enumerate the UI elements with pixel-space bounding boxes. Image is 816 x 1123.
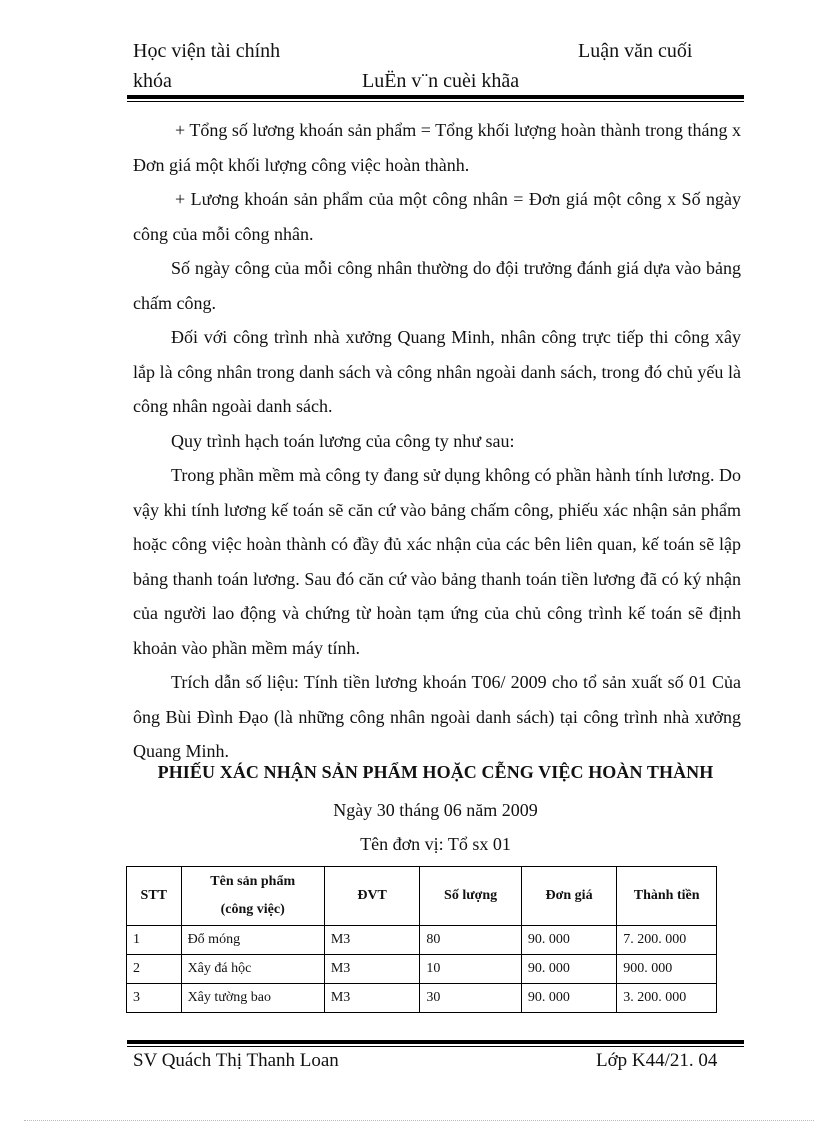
cell-quantity: 80: [420, 926, 521, 955]
paragraph-total-wage: + Tổng số lương khoán sản phẩm = Tổng khối lượng hoàn thành trong tháng x Đơn giá một khối lượng công việc hoàn thành.: [133, 120, 741, 175]
cell-quantity: 30: [420, 984, 521, 1013]
table-row: [127, 984, 717, 1013]
form-title: PHIẾU XÁC NHẬN SẢN PHẨM HOẶC CỄNG VIỆC HOÀN THÀNH: [157, 762, 714, 782]
form-unit: Tên đơn vị: Tổ sx 01: [360, 834, 511, 854]
paragraph-workdays: Số ngày công của mỗi công nhân thường do đội trưởng đánh giá dựa vào bảng chấm công.: [133, 258, 741, 313]
cell-total: 7. 200. 000: [617, 926, 717, 955]
cell-stt: 1: [127, 926, 182, 955]
body-text: [133, 113, 741, 769]
header-unit: ĐVT: [324, 867, 420, 926]
header-rule-thick: [127, 95, 744, 99]
cell-total: 3. 200. 000: [617, 984, 717, 1013]
cell-price: 90. 000: [521, 984, 616, 1013]
header-school: Học viện tài chính: [133, 40, 281, 62]
table-header-row: [127, 867, 717, 926]
cell-product: Đổ móng: [181, 926, 324, 955]
paragraph-procedure: Quy trình hạch toán lương của công ty như sau:: [171, 430, 515, 451]
header-thesis-label: Luận văn cuối: [578, 40, 693, 62]
cell-total: 900. 000: [617, 955, 717, 984]
cell-unit: M3: [324, 984, 420, 1013]
cell-unit: M3: [324, 926, 420, 955]
footer-class: Lớp K44/21. 04: [596, 1050, 718, 1071]
table-row: [127, 955, 717, 984]
footer-rule-thin: [127, 1046, 744, 1047]
cell-stt: 3: [127, 984, 182, 1013]
cell-price: 90. 000: [521, 955, 616, 984]
form-date: Ngày 30 tháng 06 năm 2009: [333, 800, 538, 820]
header-stt: STT: [127, 867, 182, 926]
cell-quantity: 10: [420, 955, 521, 984]
header-quantity: Số lượng: [420, 867, 521, 926]
header-rule-thin: [127, 101, 744, 102]
header-course: khóa: [133, 70, 172, 92]
paragraph-citation: Trích dẫn số liệu: Tính tiền lương khoán T06/ 2009 cho tổ sản xuất số 01 Của ông Bùi Đình Đạo (là những công nhân ngoài danh sách) tại công trình nhà xưởng Quang Minh.: [133, 672, 741, 761]
cell-stt: 2: [127, 955, 182, 984]
header-garbled-title: LuËn v¨n cuèi khãa: [362, 70, 520, 92]
cell-price: 90. 000: [521, 926, 616, 955]
cell-product: Xây tường bao: [181, 984, 324, 1013]
cell-unit: M3: [324, 955, 420, 984]
table-row: [127, 926, 717, 955]
paragraph-software: Trong phần mềm mà công ty đang sử dụng không có phần hành tính lương. Do vậy khi tính lương kế toán sẽ căn cứ vào bảng chấm công, phiếu xác nhận sản phẩm hoặc công việc hoàn thành có đầy đủ xác nhận của các bên liên quan, kế toán sẽ lập bảng thanh toán lương. Sau đó căn cứ vào bảng thanh toán tiền lương đã có ký nhận của người lao động và chứng từ hoàn tạm ứng của chủ công trình kế toán sẽ định khoản vào phần mềm máy tính.: [133, 465, 741, 658]
page-edge-dots: [24, 1120, 814, 1121]
header-price: Đơn giá: [521, 867, 616, 926]
header-product-name: Tên sản phẩm: [210, 874, 296, 889]
product-table: [126, 866, 717, 1013]
header-total: Thành tiền: [617, 867, 717, 926]
header-product: [181, 867, 324, 926]
footer-student: SV Quách Thị Thanh Loan: [133, 1050, 339, 1071]
header-product-sub: (công việc): [220, 902, 285, 917]
cell-product: Xây đá hộc: [181, 955, 324, 984]
footer-rule-thick: [127, 1040, 744, 1044]
paragraph-worker-wage: + Lương khoán sản phẩm của một công nhân = Đơn giá một công x Số ngày công của mỗi công nhân.: [133, 189, 741, 244]
paragraph-project: Đối với công trình nhà xưởng Quang Minh, nhân công trực tiếp thi công xây lắp là công nhân trong danh sách và công nhân ngoài danh sách, trong đó chủ yếu là công nhân ngoài danh sách.: [133, 327, 741, 416]
